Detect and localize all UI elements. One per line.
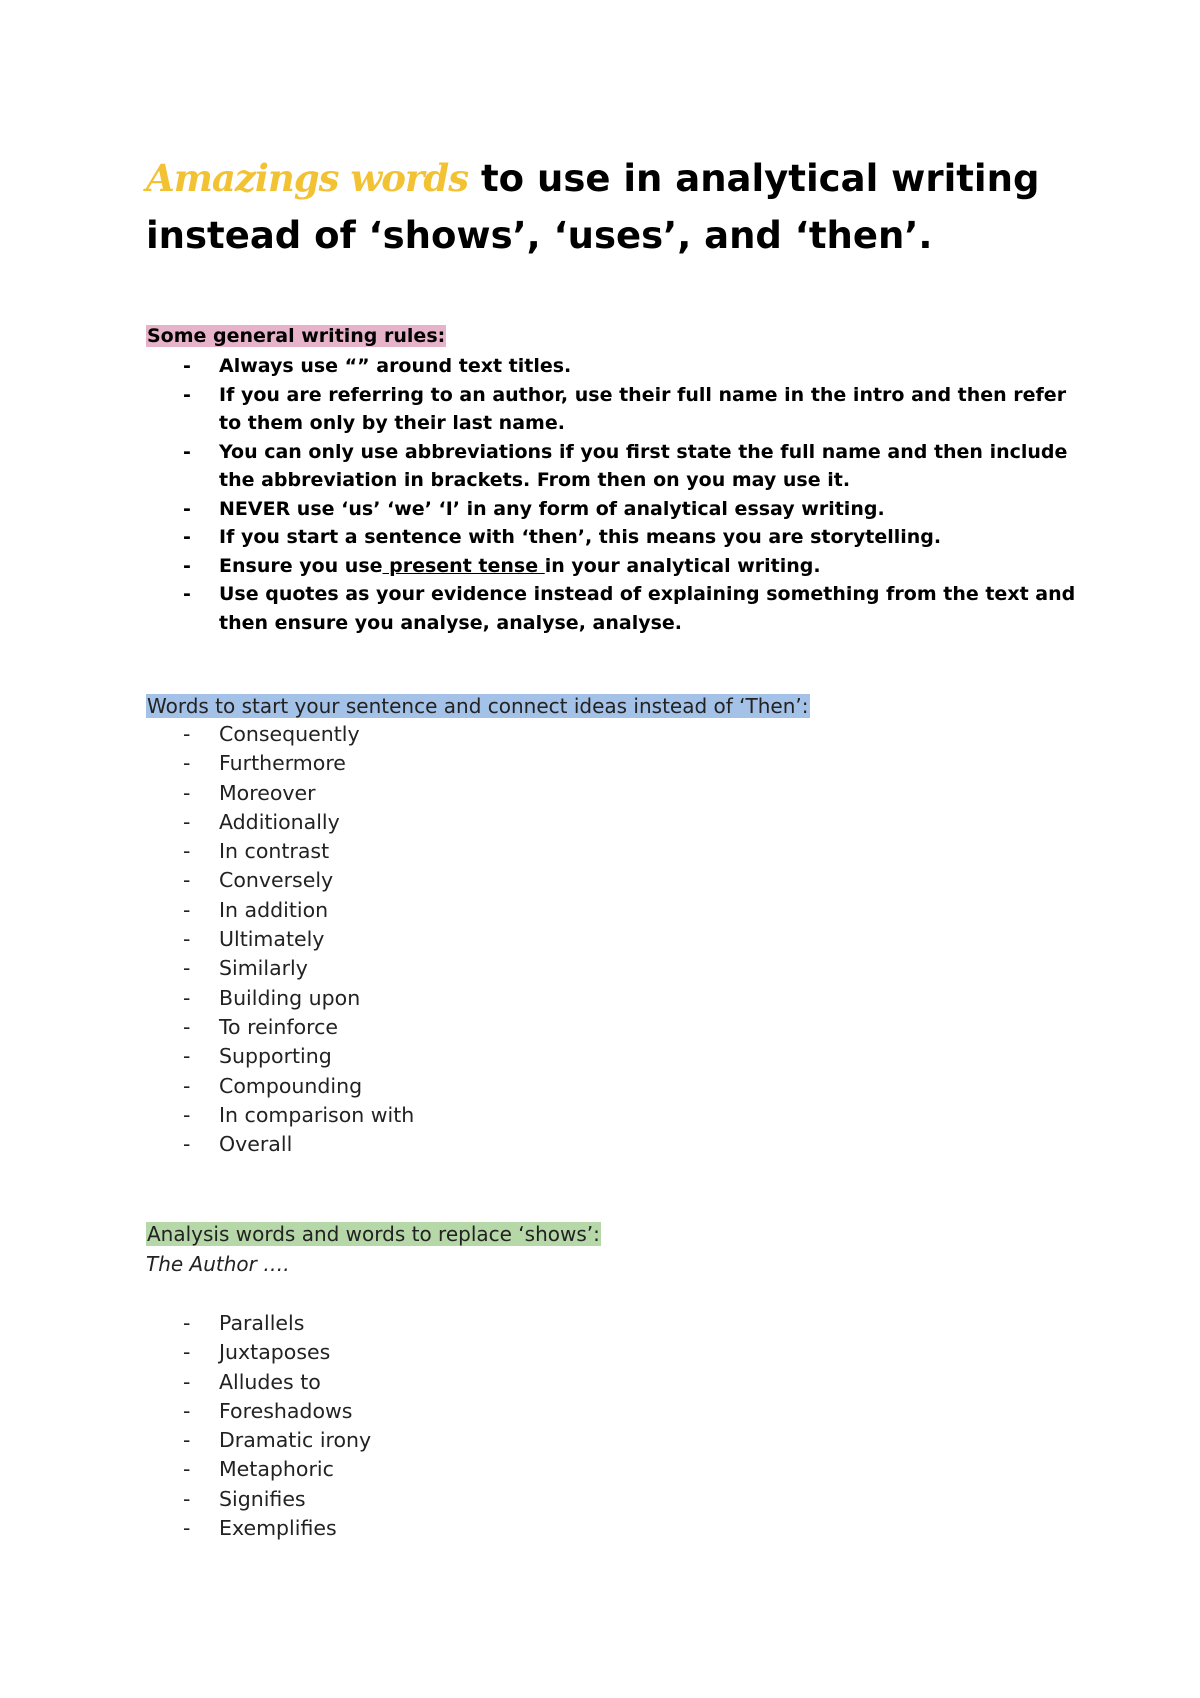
- list-item: [146, 1397, 846, 1426]
- dash-marker: -: [183, 839, 191, 864]
- connector-word: Overall: [219, 1132, 293, 1157]
- dash-marker: -: [183, 1340, 191, 1365]
- dash-marker: -: [183, 583, 191, 605]
- dash-marker: -: [183, 1457, 191, 1482]
- list-item: [146, 1485, 846, 1514]
- connectors-heading-highlight: Words to start your sentence and connect ideas instead of ‘Then’:: [147, 694, 809, 718]
- dash-marker: -: [183, 1311, 191, 1335]
- list-item: [146, 381, 1076, 438]
- rule-text-before: Ensure you use: [219, 554, 383, 577]
- dash-marker: -: [183, 868, 191, 893]
- rule-text: Always use “” around text titles.: [219, 355, 572, 377]
- title-accent: Amazings words: [146, 156, 469, 200]
- list-item: [146, 954, 846, 983]
- dash-marker: -: [183, 355, 191, 377]
- connector-word: Ultimately: [219, 927, 325, 952]
- connector-word: Consequently: [219, 722, 360, 746]
- title-rest: to use in analytical writing instead of ‘shows’, ‘uses’, and ‘then’.: [146, 157, 1040, 257]
- rules-list: [146, 352, 1076, 637]
- list-item: [146, 1426, 846, 1455]
- list-item: [146, 1130, 846, 1159]
- list-item: [146, 1101, 846, 1130]
- list-item: [146, 1309, 846, 1338]
- dash-marker: -: [183, 383, 191, 406]
- analysis-word: Parallels: [219, 1311, 305, 1335]
- list-item: [146, 1368, 846, 1397]
- connector-word: In comparison with: [219, 1102, 415, 1127]
- list-item: [146, 1042, 846, 1071]
- analysis-heading: [146, 1220, 601, 1248]
- rules-heading-highlight: Some general writing rules:: [147, 325, 446, 347]
- analysis-word: Metaphoric: [219, 1457, 334, 1482]
- list-item: [146, 720, 846, 749]
- rule-text: If you are referring to an author, use their full name in the intro and then refer to them only by their last name.: [219, 383, 1067, 434]
- dash-marker: -: [183, 1073, 191, 1098]
- list-item: [146, 984, 846, 1013]
- dash-marker: -: [183, 1486, 191, 1511]
- dash-marker: -: [183, 497, 191, 520]
- connector-word: Furthermore: [219, 751, 346, 776]
- list-item: [146, 808, 846, 837]
- list-item: [146, 1072, 846, 1101]
- connectors-heading: [146, 692, 810, 720]
- dash-marker: -: [183, 956, 191, 981]
- dash-marker: -: [183, 1014, 191, 1039]
- analysis-word: Juxtaposes: [219, 1340, 331, 1365]
- connector-word: Compounding: [219, 1073, 363, 1098]
- connectors-list: [146, 720, 846, 1159]
- list-item: [146, 1013, 846, 1042]
- connector-word: Building upon: [219, 985, 361, 1010]
- list-item: [146, 552, 1076, 581]
- dash-marker: -: [183, 554, 191, 577]
- rules-heading: [146, 322, 446, 350]
- dash-marker: -: [183, 897, 191, 922]
- dash-marker: -: [183, 809, 191, 834]
- list-item: [146, 866, 846, 895]
- dash-marker: -: [183, 1102, 191, 1127]
- dash-marker: -: [183, 722, 191, 746]
- connector-word: In contrast: [219, 839, 330, 864]
- dash-marker: -: [183, 526, 191, 548]
- dash-marker: -: [183, 1044, 191, 1069]
- dash-marker: -: [183, 1428, 191, 1453]
- dash-marker: -: [183, 927, 191, 952]
- rule-text: NEVER use ‘us’ ‘we’ ‘I’ in any form of analytical essay writing.: [219, 497, 885, 520]
- dash-marker: -: [183, 1132, 191, 1157]
- connector-word: Similarly: [219, 956, 308, 981]
- list-item: [146, 523, 1076, 552]
- dash-marker: -: [183, 1516, 191, 1541]
- dash-marker: -: [183, 440, 191, 463]
- analysis-word: Alludes to: [219, 1369, 321, 1394]
- page-title: [146, 150, 1106, 264]
- rule-text: You can only use abbreviations if you first state the full name and then include the abbreviation in brackets. From then on you may use it.: [219, 440, 1068, 491]
- dash-marker: -: [183, 751, 191, 776]
- dash-marker: -: [183, 1369, 191, 1394]
- dash-marker: -: [183, 1398, 191, 1423]
- rule-text: Use quotes as your evidence instead of explaining something from the text and then ensure you analyse, analyse, analyse.: [219, 583, 1076, 634]
- analysis-list: [146, 1309, 846, 1543]
- analysis-word: Dramatic irony: [219, 1428, 372, 1453]
- analysis-word: Foreshadows: [219, 1398, 353, 1423]
- list-item: [146, 837, 846, 866]
- rule-text-after: in your analytical writing.: [544, 554, 821, 577]
- list-item: [146, 925, 846, 954]
- connector-word: In addition: [219, 897, 329, 922]
- list-item: [146, 580, 1076, 637]
- dash-marker: -: [183, 985, 191, 1010]
- rule-text: If you start a sentence with ‘then’, this means you are storytelling.: [219, 526, 942, 548]
- list-item: [146, 779, 846, 808]
- list-item: [146, 1455, 846, 1484]
- rule-text-underlined: present tense: [382, 554, 545, 577]
- list-item: [146, 352, 1076, 381]
- list-item: [146, 1338, 846, 1367]
- list-item: [146, 749, 846, 778]
- analysis-word: Exemplifies: [219, 1516, 337, 1541]
- analysis-heading-highlight: Analysis words and words to replace ‘shows’:: [147, 1222, 600, 1246]
- connector-word: Additionally: [219, 809, 340, 834]
- connector-word: Conversely: [219, 868, 334, 893]
- connector-word: To reinforce: [219, 1014, 338, 1039]
- analysis-word: Signifies: [219, 1486, 306, 1511]
- list-item: [146, 438, 1076, 495]
- analysis-subheading: The Author ….: [146, 1252, 290, 1276]
- connector-word: Moreover: [219, 780, 316, 805]
- connector-word: Supporting: [219, 1044, 332, 1069]
- list-item: [146, 1514, 846, 1543]
- list-item: [146, 896, 846, 925]
- list-item: [146, 495, 1076, 524]
- dash-marker: -: [183, 780, 191, 805]
